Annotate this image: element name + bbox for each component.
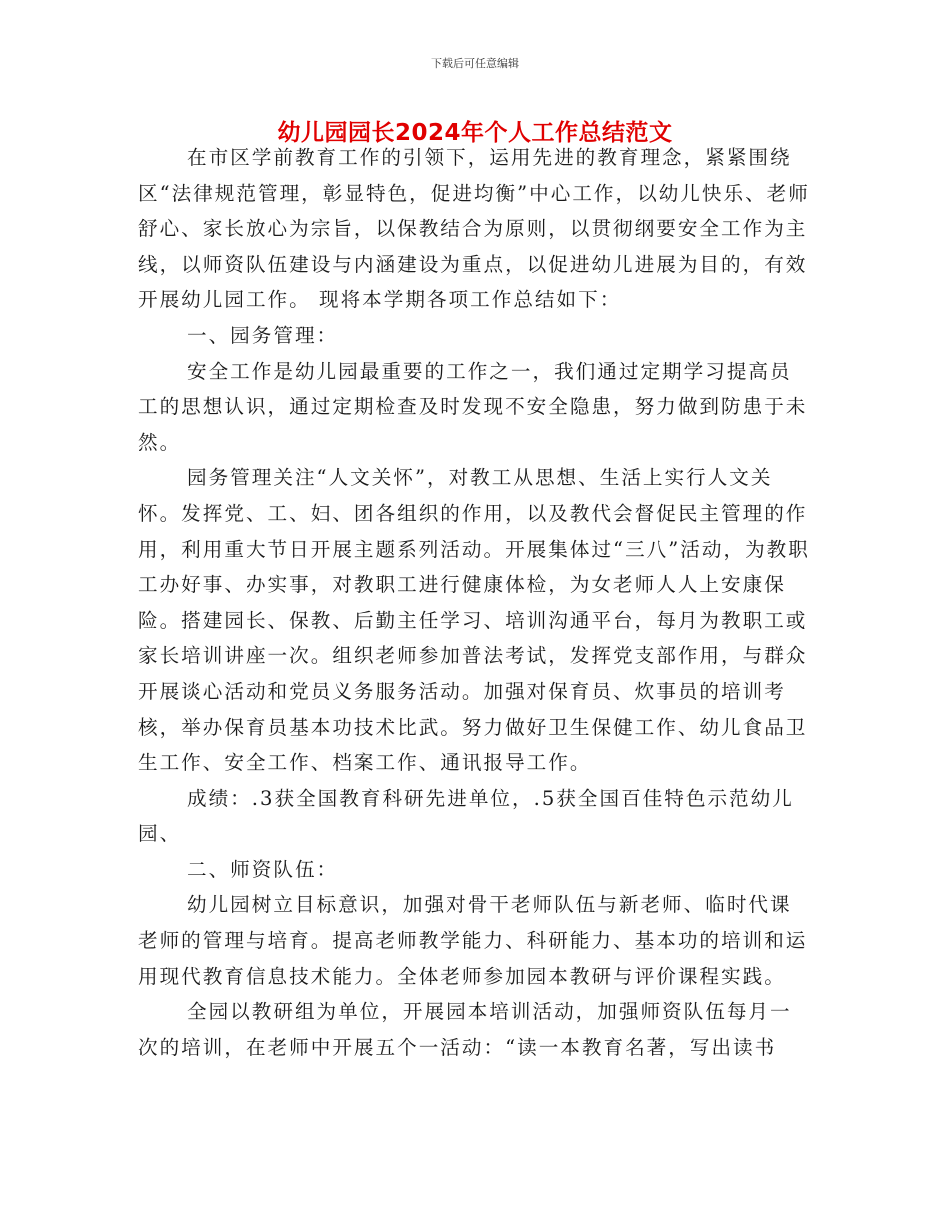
paragraph-safety: 安全工作是幼儿园最重要的工作之一，我们通过定期学习提高员工的思想认识，通过定期检查及时发现不安全隐患，努力做到防患于未然。 bbox=[138, 359, 808, 454]
document-body bbox=[138, 140, 810, 1065]
document-title: 幼儿园园长2024年个人工作总结范文 bbox=[277, 120, 673, 146]
paragraph-training: 全园以教研组为单位，开展园本培训活动，加强师资队伍每月一次的培训，在老师中开展五个一活动：“读一本教育名著，写出读书 bbox=[138, 1000, 792, 1059]
paragraph-intro: 在市区学前教育工作的引领下，运用先进的教育理念，紧紧围绕区“法律规范管理，彰显特色，促进均衡”中心工作，以幼儿快乐、老师舒心、家长放心为宗旨，以保教结合为原则，以贯彻纲要安全工作为主线，以师资队伍建设与内涵建设为重点，以促进幼儿进展为目的，有效开展幼儿园工作。 现将本学期各项工作总结如下： bbox=[138, 146, 810, 312]
page-header-note: 下载后可任意编辑 bbox=[431, 57, 519, 70]
paragraph-humanistic-care: 园务管理关注“人文关怀”，对教工从思想、生活上实行人文关怀。发挥党、工、妇、团各组织的作用，以及教代会督促民主管理的作用，利用重大节日开展主题系列活动。开展集体过“三八”活动，为教职工办好事、办实事，对教职工进行健康体检，为女老师人人上安康保险。搭建园长、保教、后勤主任学习、培训沟通平台，每月为教职工或家长培训讲座一次。组织老师参加普法考试，发挥党支部作用，与群众开展谈心活动和党员义务服务活动。加强对保育员、炊事员的培训考核，举办保育员基本功技术比武。努力做好卫生保健工作、幼儿食品卫生工作、安全工作、档案工作、通讯报导工作。 bbox=[138, 466, 810, 775]
paragraph-teacher-management: 幼儿园树立目标意识，加强对骨干老师队伍与新老师、临时代课老师的管理与培育。提高老师教学能力、科研能力、基本功的培训和运用现代教育信息技术能力。全体老师参加园本教研与评价课程实践。 bbox=[138, 893, 808, 988]
paragraph-achievements: 成绩：.3获全国教育科研先进单位，.5获全国百佳特色示范幼儿园、 bbox=[138, 786, 794, 846]
section-heading-teachers: 二、师资队伍： bbox=[187, 857, 339, 881]
section-heading-admin: 一、园务管理： bbox=[187, 323, 339, 347]
